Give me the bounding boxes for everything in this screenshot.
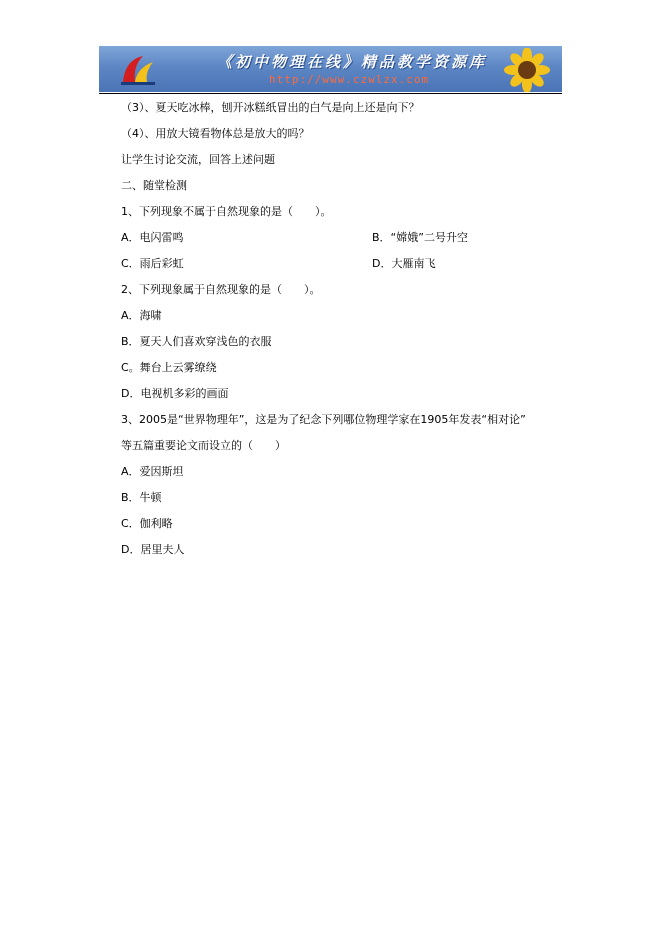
quiz-1-option-d: D．大雁南飞 [372, 257, 436, 270]
quiz-2-option-d: D．电视机多彩的画面 [121, 387, 229, 400]
header-banner [99, 46, 562, 92]
quiz-3-option-a: A．爱因斯坦 [121, 465, 184, 478]
quiz-3-question: 3、2005是“世界物理年”，这是为了纪念下列哪位物理学家在1905年发表“相对论” [121, 413, 526, 426]
section-heading: 二、随堂检测 [121, 179, 187, 192]
header-rule [99, 93, 562, 94]
quiz-2-option-b: B．夏天人们喜欢穿浅色的衣服 [121, 335, 272, 348]
question-4-text: （4）、用放大镜看物体总是放大的吗？ [121, 127, 310, 140]
quiz-3-option-b: B．牛顿 [121, 491, 162, 504]
quiz-2-option-c: C。舞台上云雾缭绕 [121, 361, 217, 374]
quiz-1-option-a: A．电闪雷鸣 [121, 231, 184, 244]
banner-title: 《初中物理在线》精品教学资源库 [217, 53, 488, 71]
quiz-3-question-cont: 等五篇重要论文而设立的（ ） [121, 439, 286, 452]
quiz-2-option-a: A．海啸 [121, 309, 162, 322]
banner-url[interactable]: http://www.czwlzx.com [269, 73, 430, 86]
logo-icon [119, 52, 157, 88]
quiz-2-question: 2、下列现象属于自然现象的是（ ）。 [121, 283, 321, 296]
quiz-1-question: 1、下列现象不属于自然现象的是（ ）。 [121, 205, 332, 218]
quiz-3-option-c: C．伽利略 [121, 517, 173, 530]
discussion-text: 让学生讨论交流，回答上述问题 [121, 153, 275, 166]
quiz-3-option-d: D．居里夫人 [121, 543, 185, 556]
quiz-1-option-b: B．“嫦娥”二号升空 [372, 231, 468, 244]
sunflower-icon [497, 48, 557, 92]
quiz-1-option-c: C．雨后彩虹 [121, 257, 184, 270]
question-3-text: （3）、夏天吃冰棒，刨开冰糕纸冒出的白气是向上还是向下？ [121, 101, 420, 114]
